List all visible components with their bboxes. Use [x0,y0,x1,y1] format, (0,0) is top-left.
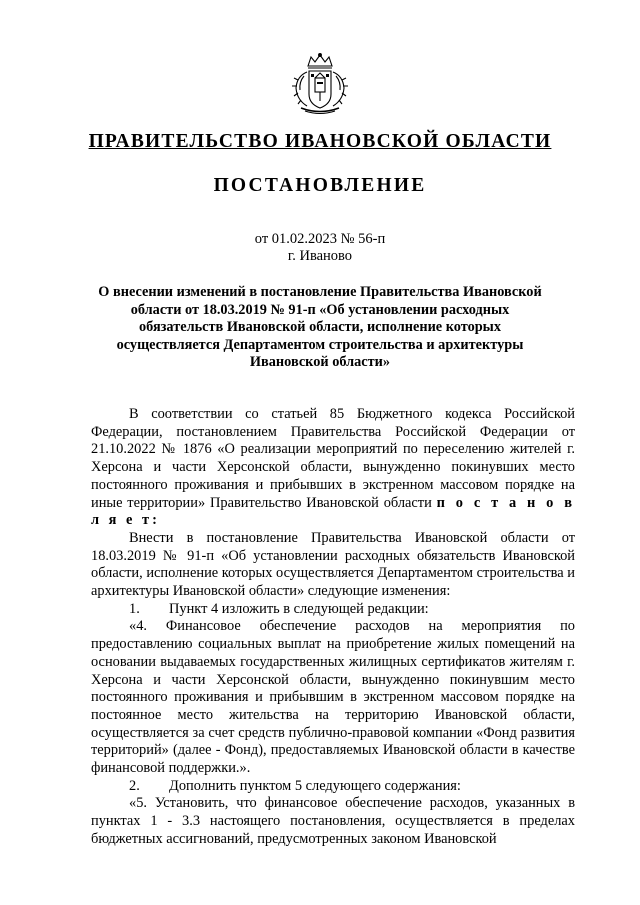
intro-paragraph: Внести в постановление Правительства Ивановской области от 18.03.2019 № 91-п «Об установлении расходных обязательств Ивановской области, исполнение которых осуществляется Департаментом строительства и архитектуры Ивановской области» следующие изменения: [91,529,575,600]
item-2-quote: «5. Установить, что финансовое обеспечение расходов, указанных в пунктах 1 - 3.3 настоящего постановления, осуществляется в пределах бюджетных ассигнований, предусмотренных законом Ивановской [91,795,575,847]
ivanovo-coat-of-arms-icon [291,52,349,116]
preamble-paragraph [91,406,575,530]
item-2-text: Дополнить пунктом 5 следующего содержания: [169,777,461,794]
resolves-word: п о с т а н о в л я е т: [91,494,575,529]
government-title: ПРАВИТЕЛЬСТВО ИВАНОВСКОЙ ОБЛАСТИ [88,131,552,152]
document-type: ПОСТАНОВЛЕНИЕ [213,175,427,196]
item-2-number: 2. [129,777,140,794]
item-2 [91,778,575,796]
decree-heading: О внесении изменений в постановление Правительства Ивановской области от 18.03.2019 № 91-п «Об установлении расходных обязательств Ивановской области, исполнение которых осуществляется Департаментом строительства и архитектуры Ивановской области» [98,284,542,370]
item-1 [91,601,575,619]
decree-city: г. Иваново [287,248,353,264]
item-1-quote: «4. Финансовое обеспечение расходов на мероприятия по предоставлению социальных выплат на приобретение жилых помещений на основании выдаваемых государственных жилищных сертификатов жителям г. Херсона и части Херсонской области, вынужденно покинувшим место постоянного проживания и прибывшим в экстренном массовом порядке на постоянное место жительства на территорию Ивановской области, осуществляется за счет средств публично-правовой компании «Фонд развития территорий» (далее - Фонд), предоставляемых Ивановской области в качестве финансовой поддержки.». [91,618,575,777]
item-1-number: 1. [129,600,140,617]
preamble-text: В соответствии со статьей 85 Бюджетного кодекса Российской Федерации, постановлением Правительства Российской Федерации от 21.10.2022 № 1876 «О реализации мероприятий по переселению жителей г. Херсона и части Херсонской области, вынужденно покинувших место постоянного проживания и прибывших в экстренном массовом порядке на иные территории» Правительство Ивановской области [91,406,575,511]
item-1-text: Пункт 4 изложить в следующей редакции: [169,600,429,617]
decree-date-number: от 01.02.2023 № 56-п [254,231,386,247]
decree-body [91,406,575,849]
